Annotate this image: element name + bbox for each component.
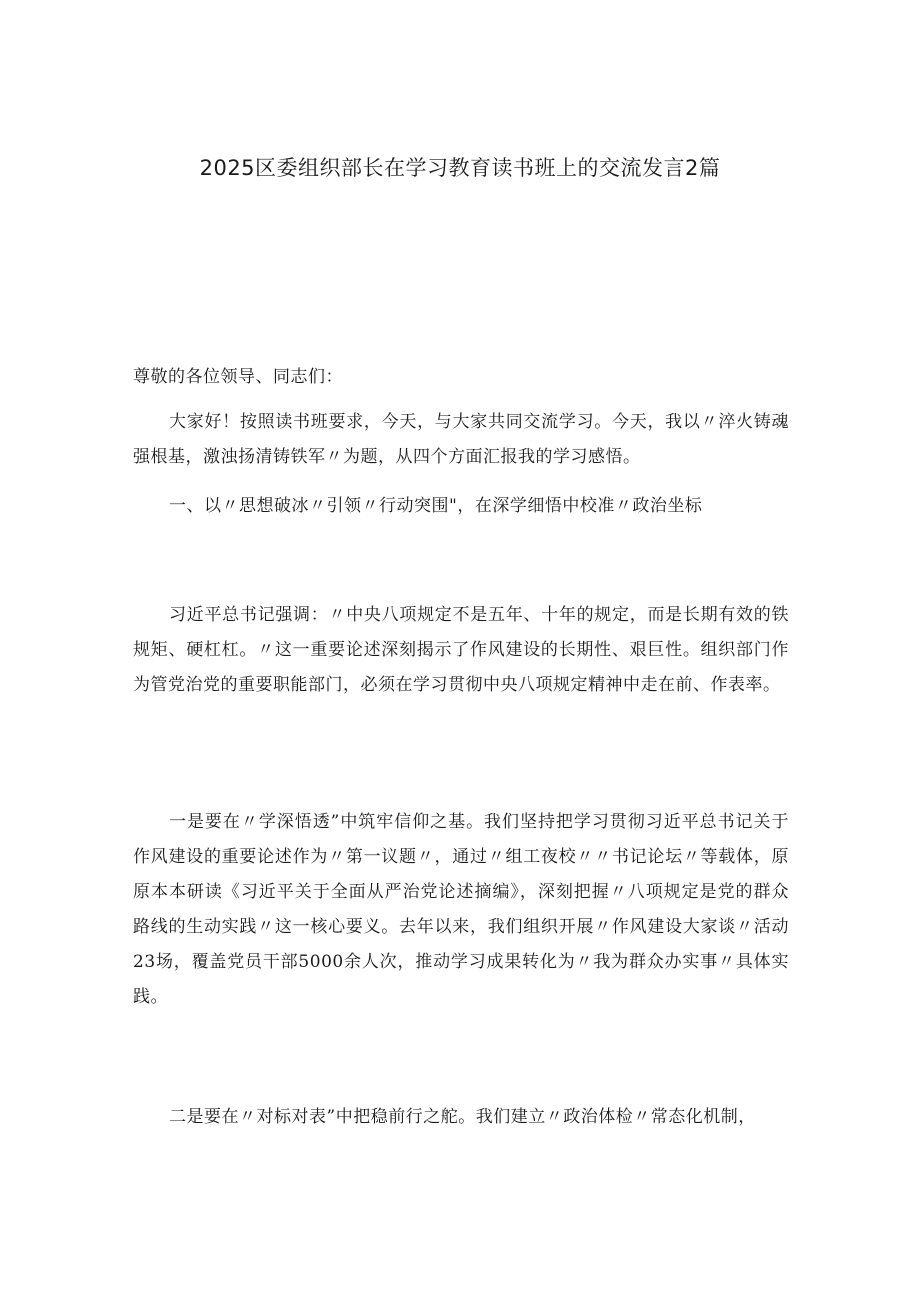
document-title: 2025区委组织部长在学习教育读书班上的交流发言2篇: [199, 156, 721, 180]
paragraph-greeting: 大家好！按照读书班要求，今天，与大家共同交流学习。今天，我以〃淬火铸魂强根基，激浊扬清铸铁军〃为题，从四个方面汇报我的学习感悟。: [133, 412, 789, 467]
paragraph-point-1: 一是要在〃学深悟透”中筑牢信仰之基。我们坚持把学习贯彻习近平总书记关于作风建设的重要论述作为〃第一议题〃，通过〃组工夜校〃〃书记论坛〃等载体，原原本本研读《习近平关于全面从严治党论述摘编》，深刻把握〃八项规定是党的群众路线的生动实践〃这一核心要义。去年以来，我们组织开展〃作风建设大家谈〃活动23场，覆盖党员干部5000余人次，推动学习成果转化为〃我为群众办实事〃具体实践。: [133, 812, 789, 1007]
salutation: 尊敬的各位领导、同志们：: [133, 367, 343, 387]
paragraph-point-2: 二是要在〃对标对表”中把稳前行之舵。我们建立〃政治体检〃常态化机制，: [169, 1107, 756, 1127]
section-heading-1: 一、以〃思想破冰〃引领〃行动突围"，在深学细悟中校准〃政治坐标: [169, 496, 703, 516]
paragraph-quote: 习近平总书记强调：〃中央八项规定不是五年、十年的规定，而是长期有效的铁规矩、硬杠杠。〃这一重要论述深刻揭示了作风建设的长期性、艰巨性。组织部门作为管党治党的重要职能部门，必须在学习贯彻中央八项规定精神中走在前、作表率。: [133, 605, 789, 695]
